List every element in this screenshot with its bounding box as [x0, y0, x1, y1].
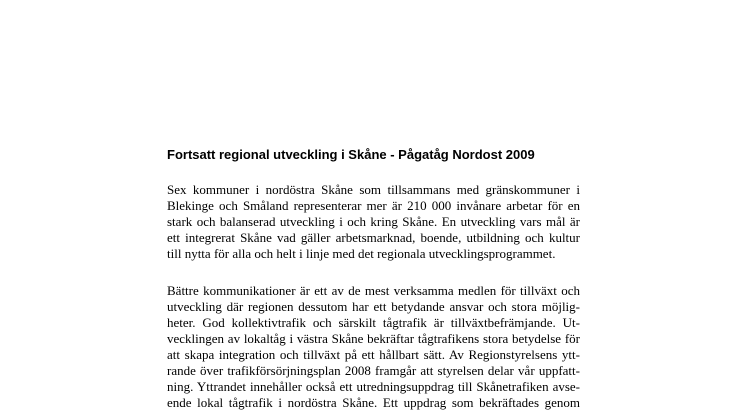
paragraph-2-line: ende lokal tågtrafik i nordöstra Skåne. Ett uppdrag som bekräftades genom: [167, 395, 580, 410]
paragraph-2-line: vecklingen av lokaltåg i västra Skåne bekräftar tågtrafikens stora betydelse för: [167, 331, 580, 346]
paragraph-2-line: att skapa integration och tillväxt på ett hållbart sätt. Av Regionstyrelsens ytt-: [167, 347, 580, 362]
document-heading: Fortsatt regional utveckling i Skåne - Pågatåg Nordost 2009: [167, 147, 535, 162]
paragraph-2-line: rande över trafikförsörjningsplan 2008 framgår att styrelsen delar vår uppfatt-: [167, 363, 580, 378]
paragraph-2-line: ning. Yttrandet innehåller också ett utredningsuppdrag till Skånetrafiken avse-: [167, 379, 580, 394]
paragraph-1-line: Sex kommuner i nordöstra Skåne som tillsammans med gränskommuner i: [167, 182, 580, 197]
paragraph-1-line: till nytta för alla och helt i linje med det regionala utvecklingsprogrammet.: [167, 246, 556, 261]
paragraph-1-line: Blekinge och Småland representerar mer är 210 000 invånare arbetar för en: [167, 198, 580, 213]
paragraph-2-line: Bättre kommunikationer är ett av de mest verksamma medlen för tillväxt och: [167, 283, 580, 298]
paragraph-1-line: ett integrerat Skåne vad gäller arbetsmarknad, boende, utbildning och kultur: [167, 230, 580, 245]
paragraph-2-line: utveckling där regionen dessutom har ett betydande ansvar och stora möjlig-: [167, 299, 580, 314]
paragraph-1-line: stark och balanserad utveckling i och kring Skåne. En utveckling vars mål är: [167, 214, 580, 229]
paragraph-2-line: heter. God kollektivtrafik och särskilt tågtrafik är tillväxtbefrämjande. Ut-: [167, 315, 580, 330]
